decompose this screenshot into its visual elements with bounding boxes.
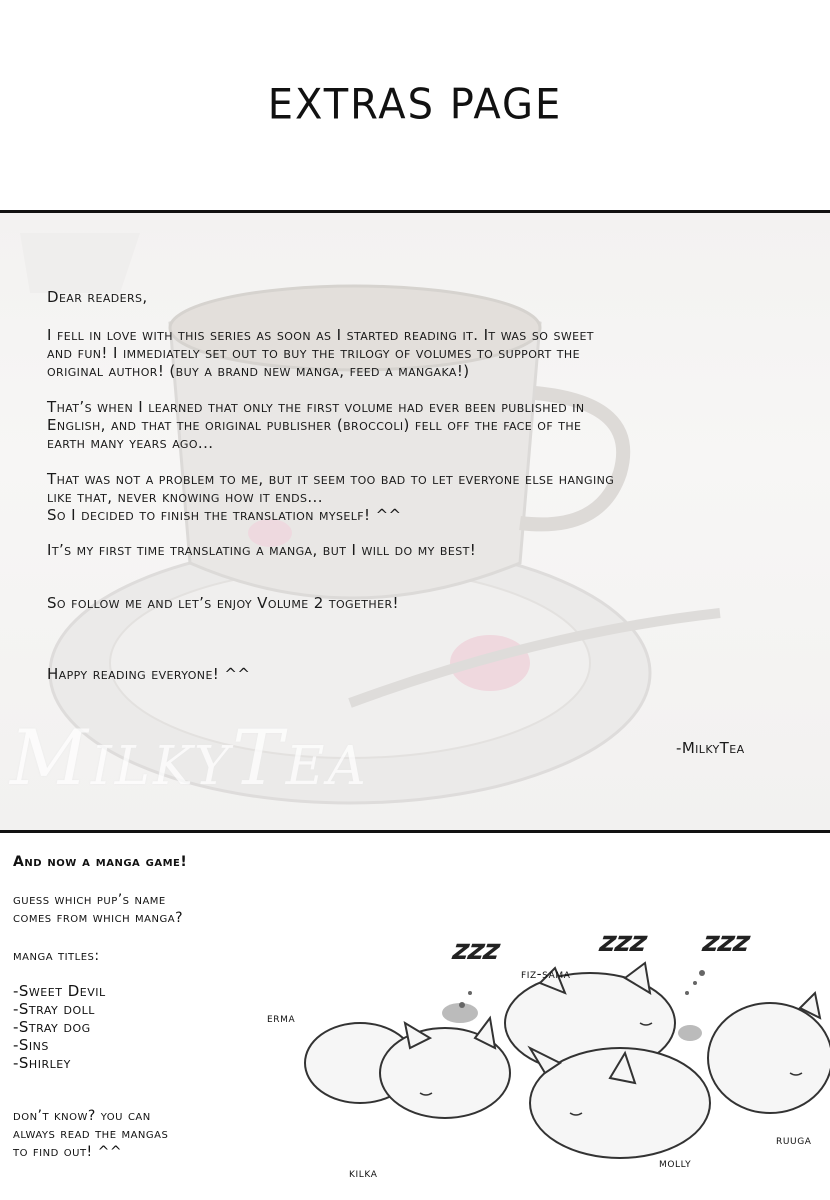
- manga-titles-list: [13, 982, 106, 1072]
- manga-title-item: -Sweet Devil: [13, 982, 106, 1000]
- letter-greeting: Dear readers,: [47, 288, 148, 306]
- paragraph-5: So follow me and let’s enjoy Volume 2 together!: [47, 594, 399, 612]
- closing-line-3: to find out! ^^: [13, 1144, 123, 1160]
- titles-label: manga titles:: [13, 948, 100, 964]
- pup-label-erma: erma: [267, 1011, 296, 1026]
- paragraph-1-line-1: I fell in love with this series as soon as I started reading it. It was so sweet: [47, 326, 594, 344]
- pup-label-fiz-sama: fiz-sama: [521, 967, 571, 982]
- closing-line-2: always read the mangas: [13, 1126, 169, 1142]
- paragraph-1-line-3: original author! (buy a brand new manga, feed a mangaka!): [47, 362, 470, 380]
- closing-line-1: don’t know? you can: [13, 1108, 151, 1124]
- paragraph-6: Happy reading everyone! ^^: [47, 665, 251, 683]
- sleeping-puppies-illustration: [290, 953, 830, 1200]
- paragraph-3-line-3: So I decided to finish the translation myself! ^^: [47, 506, 402, 524]
- pup-label-molly: molly: [659, 1156, 692, 1171]
- paragraph-2-line-3: earth many years ago...: [47, 434, 214, 452]
- milkytea-watermark: MilkyTea: [10, 713, 369, 802]
- game-heading: And now a manga game!: [13, 854, 188, 870]
- zzz-sleep-symbol: zzz: [700, 925, 752, 958]
- signature: -MilkyTea: [676, 739, 745, 757]
- zzz-sleep-symbol: zzz: [450, 933, 502, 966]
- question-line-1: guess which pup’s name: [13, 892, 166, 908]
- paragraph-1-line-2: and fun! I immediately set out to buy the trilogy of volumes to support the: [47, 344, 580, 362]
- manga-title-item: -Stray doll: [13, 1000, 95, 1018]
- manga-title-item: -Shirley: [13, 1054, 71, 1072]
- manga-title-item: -Stray dog: [13, 1018, 91, 1036]
- title-band: [0, 0, 830, 210]
- paragraph-3-line-1: That was not a problem to me, but it seem too bad to let everyone else hanging: [47, 470, 615, 488]
- paragraph-3-line-2: like that, never knowing how it ends...: [47, 488, 323, 506]
- manga-game-panel: [0, 833, 830, 1200]
- manga-title-item: -Sins: [13, 1036, 49, 1054]
- paragraph-2-line-1: That’s when I learned that only the first volume had ever been published in: [47, 398, 585, 416]
- zzz-sleep-symbol: zzz: [597, 925, 649, 958]
- page-title: EXTRAS PAGE: [267, 80, 563, 130]
- paragraph-2-line-2: English, and that the original publisher (broccoli) fell off the face of the: [47, 416, 582, 434]
- pup-label-kilka: kilka: [349, 1166, 378, 1181]
- pup-label-ruuga: ruuga: [776, 1133, 812, 1148]
- question-line-2: comes from which manga?: [13, 910, 184, 926]
- paragraph-4: It’s my first time translating a manga, but I will do my best!: [47, 541, 477, 559]
- letter-panel: [0, 213, 830, 830]
